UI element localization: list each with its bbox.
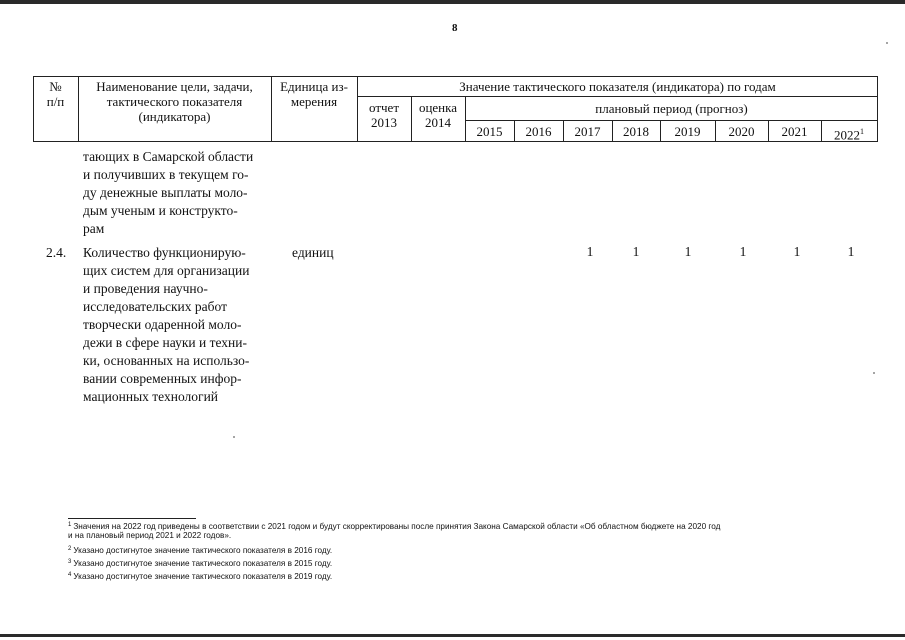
header-report-year: 2013 — [371, 115, 397, 130]
row-number: 2.4. — [46, 245, 67, 260]
page-top-edge — [0, 0, 905, 4]
header-report-label: отчет — [369, 100, 399, 115]
header-year: 2019 — [674, 124, 701, 139]
footnote-1-cont: и на плановый период 2021 и 2022 годов». — [68, 531, 232, 540]
header-year: 2015 — [476, 124, 503, 139]
footnote-text: Указано достигнутое значение тактического показателя в 2016 году. — [73, 546, 333, 555]
footnote-text: Указано достигнутое значение тактического показателя в 2015 году. — [73, 559, 333, 568]
header-name-line2: тактического показателя — [106, 94, 243, 109]
row-name: Количество функционирую- щих систем для организации и проведения научно- исследовательских работ творчески одаренной моло- дежи в сфере науки и техни- ки, основанных на использо- вании современных инфор- мационных технологий — [83, 245, 250, 404]
header-num-line1: № — [49, 79, 62, 94]
footnote-rule — [68, 518, 196, 519]
page-number: 8 — [452, 22, 458, 34]
header-year-last — [821, 124, 877, 142]
scan-speck — [873, 372, 875, 374]
footnote-4 — [68, 570, 332, 582]
header-name-line3: (индикатора) — [138, 109, 211, 124]
header-unit-line1: Единица из- — [280, 79, 348, 94]
header-num — [33, 79, 78, 109]
header-top-rule — [33, 76, 878, 77]
header-unit-line2: мерения — [290, 94, 338, 109]
footnote-2 — [68, 544, 332, 556]
row-value-2017: 1 — [586, 244, 594, 259]
footnote-mark: 4 — [68, 572, 72, 578]
header-bottom-rule — [33, 141, 878, 142]
header-name-line1: Наименование цели, задачи, — [96, 79, 253, 94]
header-num-line2: п/п — [46, 94, 65, 109]
header-year: 2016 — [525, 124, 552, 139]
footnote-mark: 3 — [68, 559, 72, 565]
header-estimate-year: 2014 — [425, 115, 451, 130]
page-bottom-edge — [0, 634, 905, 637]
header-year-last-footnote-mark: 1 — [860, 127, 864, 136]
row-value-2022: 1 — [847, 244, 855, 259]
table-header — [33, 76, 878, 142]
footnote-text: Значения на 2022 год приведены в соответствии с 2021 годом и будут скорректированы после принятия Закона Самарской области «Об областном бюджете на 2020 год — [73, 522, 721, 531]
header-values-title: Значение тактического показателя (индикатора) по годам — [459, 79, 776, 94]
header-plan-title: плановый период (прогноз) — [595, 101, 748, 116]
header-year: 2017 — [574, 124, 601, 139]
footnote-mark: 2 — [68, 546, 72, 552]
row-value-2020: 1 — [739, 244, 747, 259]
header-year: 2018 — [623, 124, 649, 139]
scan-speck — [886, 42, 888, 44]
header-unit — [271, 79, 357, 109]
header-year-last-value: 2022 — [834, 127, 860, 143]
row-name-continued: тающих в Самарской области и получивших в текущем го- ду денежные выплаты моло- дым ученым и конструкто- рам — [83, 149, 254, 236]
header-estimate — [411, 100, 465, 130]
header-year: 2021 — [781, 124, 808, 139]
header-mid-rule — [357, 96, 878, 97]
header-plan-rule — [465, 120, 878, 121]
header-year: 2020 — [728, 124, 755, 139]
footnote-text: Указано достигнутое значение тактического показателя в 2019 году. — [73, 572, 333, 581]
row-unit: единиц — [292, 245, 334, 260]
header-name — [78, 79, 271, 124]
row-value-2019: 1 — [684, 244, 692, 259]
header-estimate-label: оценка — [418, 100, 458, 115]
footnote-3 — [68, 557, 332, 569]
footnote-mark: 1 — [68, 522, 72, 528]
scan-speck — [233, 436, 235, 438]
header-report — [357, 100, 411, 130]
row-value-2018: 1 — [632, 244, 640, 259]
row-value-2021: 1 — [793, 244, 801, 259]
